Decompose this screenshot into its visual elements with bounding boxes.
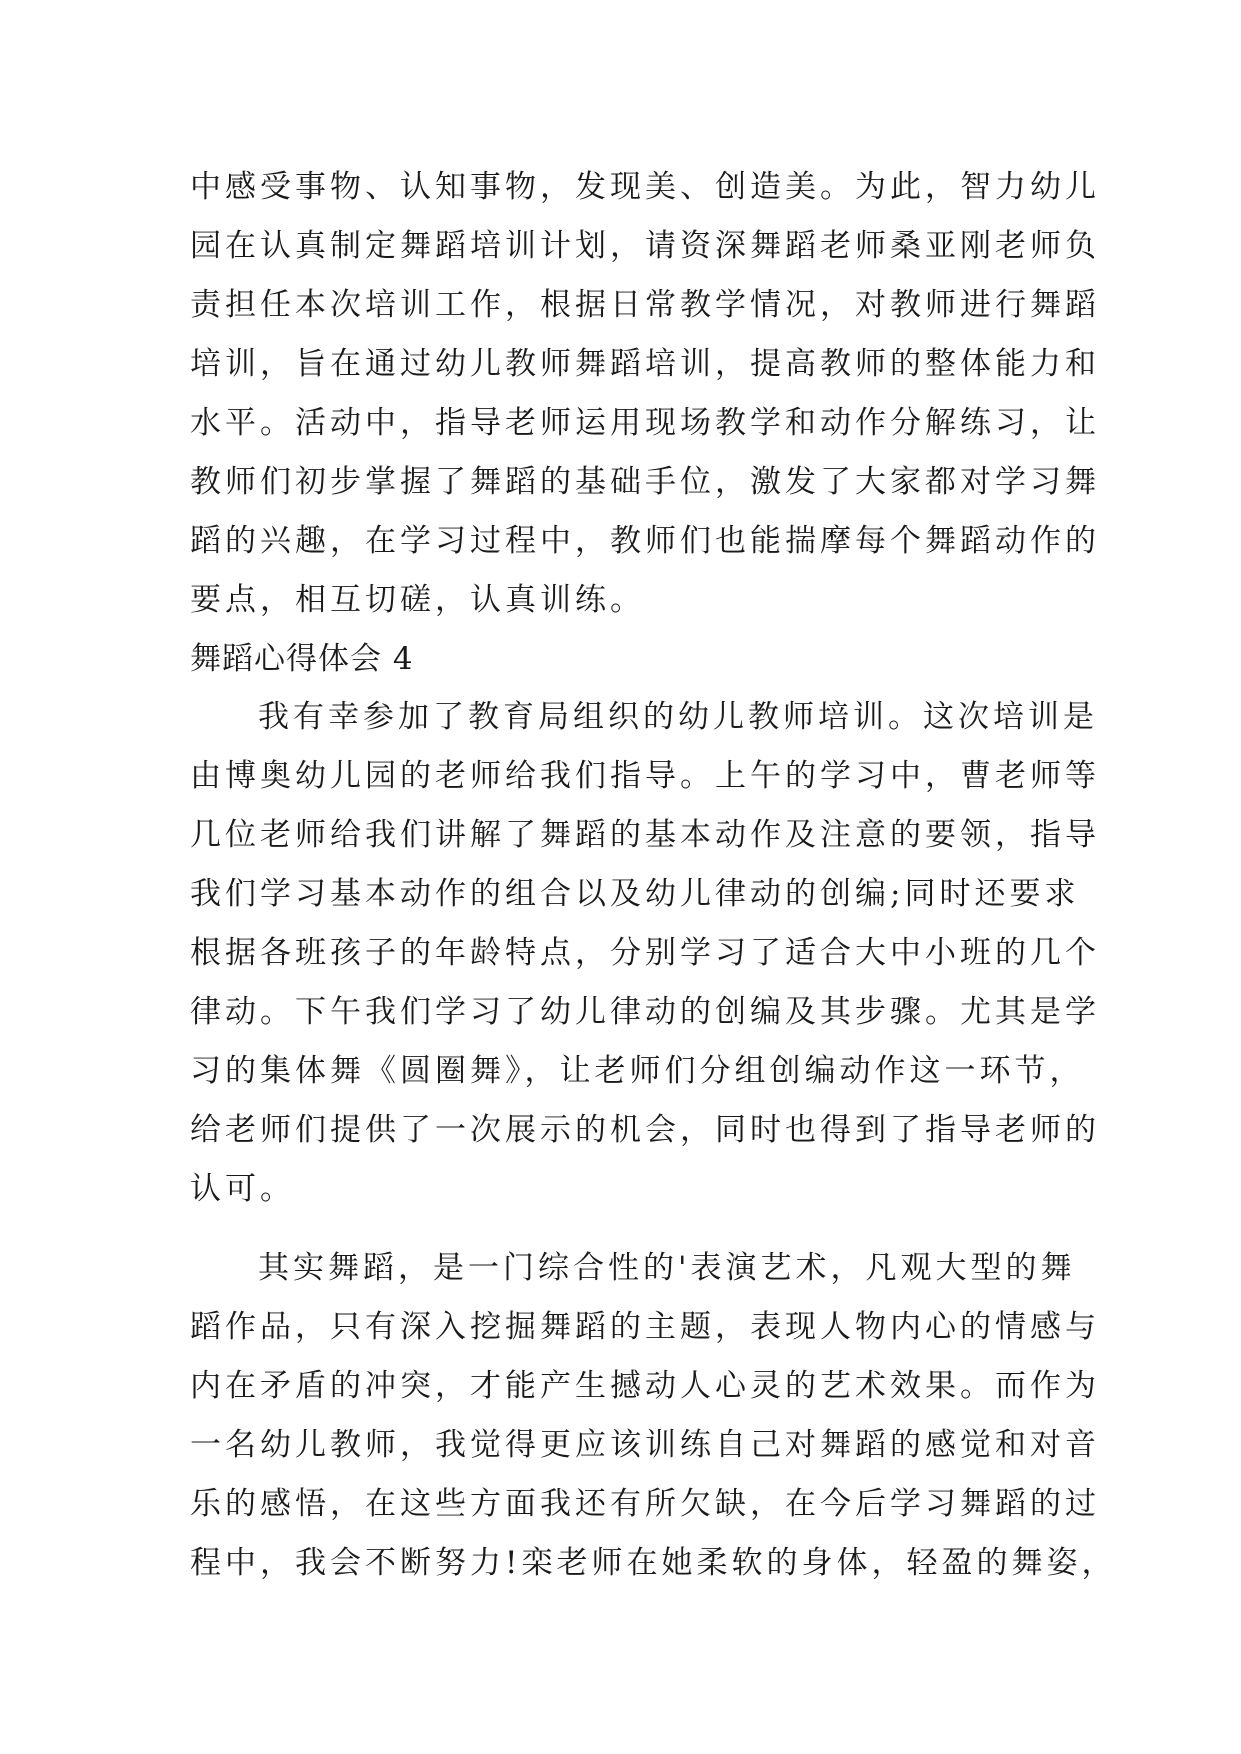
text-line: 律动。下午我们学习了幼儿律动的创编及其步骤。尤其是学 xyxy=(190,994,1100,1030)
text-line: 其实舞蹈，是一门综合性的'表演艺术，凡观大型的舞 xyxy=(258,1250,1076,1286)
paragraph-1 xyxy=(190,158,1100,630)
text-line: 园在认真制定舞蹈培训计划，请资深舞蹈老师桑亚刚老师负 xyxy=(190,228,1100,264)
paragraph-3 xyxy=(190,1239,1117,1593)
text-line: 蹈作品，只有深入挖掘舞蹈的主题，表现人物内心的情感与 xyxy=(190,1309,1100,1345)
text-line: 中感受事物、认知事物，发现美、创造美。为此，智力幼儿 xyxy=(190,169,1100,205)
text-line: 培训，旨在通过幼儿教师舞蹈培训，提高教师的整体能力和 xyxy=(190,346,1100,382)
document-body xyxy=(190,158,1117,1593)
text-line: 我们学习基本动作的组合以及幼儿律动的创编;同时还要求 xyxy=(190,876,1080,912)
text-line: 蹈的兴趣，在学习过程中，教师们也能揣摩每个舞蹈动作的 xyxy=(190,523,1100,559)
text-line: 一名幼儿教师，我觉得更应该训练自己对舞蹈的感觉和对音 xyxy=(190,1427,1100,1463)
text-line: 乐的感悟，在这些方面我还有所欠缺，在今后学习舞蹈的过 xyxy=(190,1486,1100,1522)
paragraph-2 xyxy=(190,688,1100,1219)
text-line: 几位老师给我们讲解了舞蹈的基本动作及注意的要领，指导 xyxy=(190,817,1100,853)
text-line: 习的集体舞《圆圈舞》，让老师们分组创编动作这一环节， xyxy=(190,1053,1085,1089)
text-line: 由博奥幼儿园的老师给我们指导。上午的学习中，曹老师等 xyxy=(190,758,1100,794)
text-line: 程中，我会不断努力!栾老师在她柔软的身体，轻盈的舞姿， xyxy=(190,1545,1117,1581)
text-line: 给老师们提供了一次展示的机会，同时也得到了指导老师的 xyxy=(190,1112,1100,1148)
text-line: 根据各班孩子的年龄特点，分别学习了适合大中小班的几个 xyxy=(190,935,1100,971)
text-line: 认可。 xyxy=(190,1171,295,1207)
section-heading: 舞蹈心得体会 4 xyxy=(190,641,414,677)
text-line: 要点，相互切磋，认真训练。 xyxy=(190,582,645,618)
paragraph-spacer xyxy=(190,1219,1050,1239)
text-line: 责担任本次培训工作，根据日常教学情况，对教师进行舞蹈 xyxy=(190,287,1100,323)
text-line: 内在矛盾的冲突，才能产生撼动人心灵的艺术效果。而作为 xyxy=(190,1368,1100,1404)
text-line: 教师们初步掌握了舞蹈的基础手位，激发了大家都对学习舞 xyxy=(190,464,1100,500)
text-line: 我有幸参加了教育局组织的幼儿教师培训。这次培训是 xyxy=(258,699,1098,735)
text-line: 水平。活动中，指导老师运用现场教学和动作分解练习，让 xyxy=(190,405,1100,441)
